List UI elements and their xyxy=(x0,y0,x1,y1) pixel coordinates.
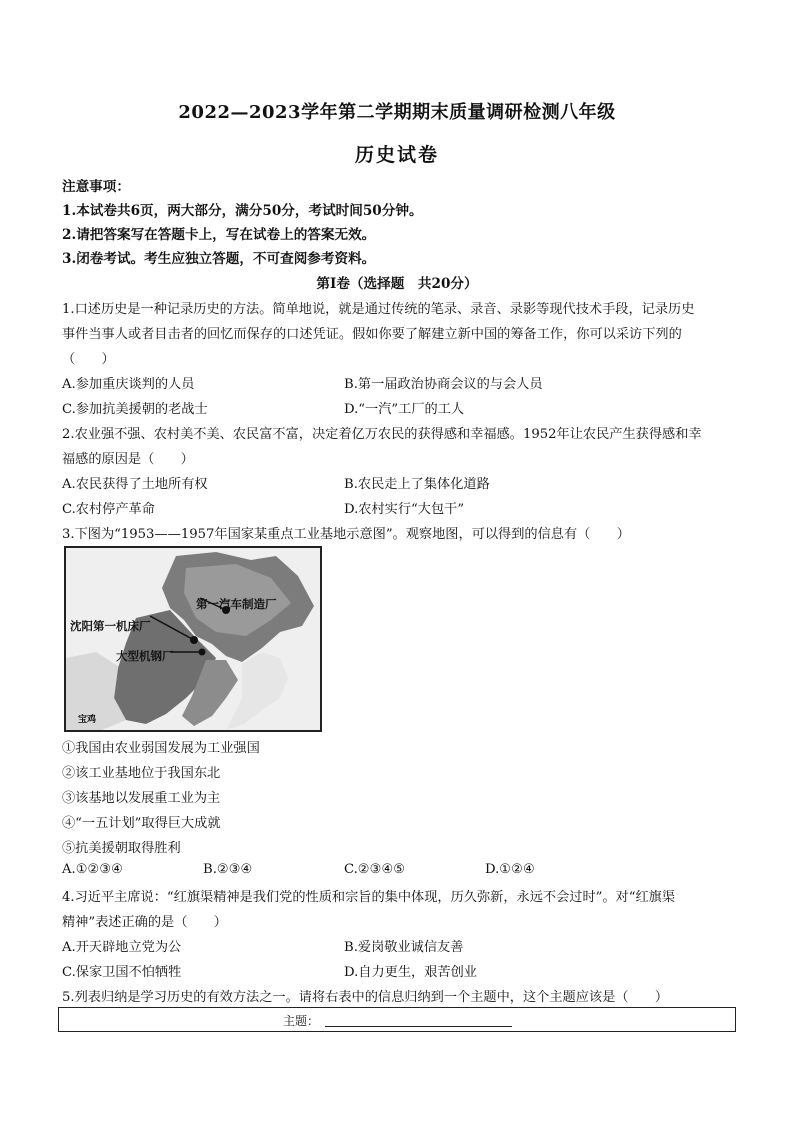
notice-item: 3.闭卷考试。考生应独立答题，不可查阅参考资料。 xyxy=(62,251,376,267)
question-5-text: 5.列表归纳是学习历史的有效方法之一。请将右表中的信息归纳到一个主题中，这个主题应该是（ ） xyxy=(62,990,669,1005)
question-1-option-b: B.第一届政治协商会议的与会人员 xyxy=(344,377,543,392)
notice-heading: 注意事项： xyxy=(62,179,130,195)
topic-label: 主题： xyxy=(283,1014,320,1028)
map-label: 第一汽车制造厂 xyxy=(196,597,277,611)
question-1-text: 事件当事人或者目击者的回忆而保存的口述凭证。假如你要了解建立新中国的筹备工作，你可以采访下列的 xyxy=(62,327,682,342)
question-4-option-c: C.保家卫国不怕牺牲 xyxy=(62,965,182,980)
question-1-text: 1.口述历史是一种记录历史的方法。简单地说，就是通过传统的笔录、录音、录影等现代技术手段，记录历史 xyxy=(62,302,695,317)
question-4-text: 4.习近平主席说：“红旗渠精神是我们党的性质和宗旨的集中体现，历久弥新，永远不会过时”。对“红旗渠 xyxy=(62,890,676,905)
question-3-option-c: C.②③④⑤ xyxy=(344,862,406,877)
industrial-base-map xyxy=(64,546,322,732)
map-label: 沈阳第一机床厂 xyxy=(70,619,151,633)
question-1-option-d: D.“一汽”工厂的工人 xyxy=(344,402,465,417)
question-3-option-a: A.①②③④ xyxy=(62,862,124,877)
question-3-option-b: B.②③④ xyxy=(203,862,253,877)
question-2-option-d: D.农村实行“大包干” xyxy=(344,502,465,517)
exam-subtitle: 历史试卷 xyxy=(354,144,439,166)
question-1-option-a: A.参加重庆谈判的人员 xyxy=(62,377,195,392)
notice-item: 2.请把答案写在答题卡上，写在试卷上的答案无效。 xyxy=(62,227,376,243)
topic-table xyxy=(58,1007,736,1032)
statement-3: ③该基地以发展重工业为主 xyxy=(62,791,221,806)
question-3-text: 3.下图为“1953——1957年国家某重点工业基地示意图”。观察地图，可以得到的信息有（ ） xyxy=(62,527,630,542)
map-graphic xyxy=(66,548,320,730)
topic-blank-line[interactable] xyxy=(325,1026,512,1027)
section-title: 第Ⅰ卷（选择题 共20分） xyxy=(316,276,478,292)
notice-item: 1.本试卷共6页，两大部分，满分50分，考试时间50分钟。 xyxy=(62,203,423,219)
question-2-option-a: A.农民获得了土地所有权 xyxy=(62,477,208,492)
question-2-option-b: B.农民走上了集体化道路 xyxy=(344,477,490,492)
question-4-option-a: A.开天辟地立党为公 xyxy=(62,940,182,955)
question-1-text: （ ） xyxy=(62,352,115,367)
question-4-text: 精神”表述正确的是（ ） xyxy=(62,915,227,930)
question-2-option-c: C.农村停产革命 xyxy=(62,502,155,517)
map-label: 大型机钢厂 xyxy=(116,649,174,663)
question-4-option-b: B.爱岗敬业诚信友善 xyxy=(344,940,464,955)
statement-4: ④“一五计划”取得巨大成就 xyxy=(62,816,221,831)
statement-5: ⑤抗美援朝取得胜利 xyxy=(62,841,181,856)
question-2-text: 福感的原因是（ ） xyxy=(62,452,194,467)
question-4-option-d: D.自力更生，艰苦创业 xyxy=(344,965,477,980)
question-3-option-d: D.①②④ xyxy=(485,862,535,877)
exam-title: 2022—2023学年第二学期期末质量调研检测八年级 xyxy=(178,102,616,123)
map-label: 宝鸡 xyxy=(78,715,97,725)
statement-1: ①我国由农业弱国发展为工业强国 xyxy=(62,741,260,756)
statement-2: ②该工业基地位于我国东北 xyxy=(62,766,221,781)
question-2-text: 2.农业强不强、农村美不美、农民富不富，决定着亿万农民的获得感和幸福感。1952年让农民产生获得感和幸 xyxy=(62,427,702,442)
question-1-option-c: C.参加抗美援朝的老战士 xyxy=(62,402,208,417)
